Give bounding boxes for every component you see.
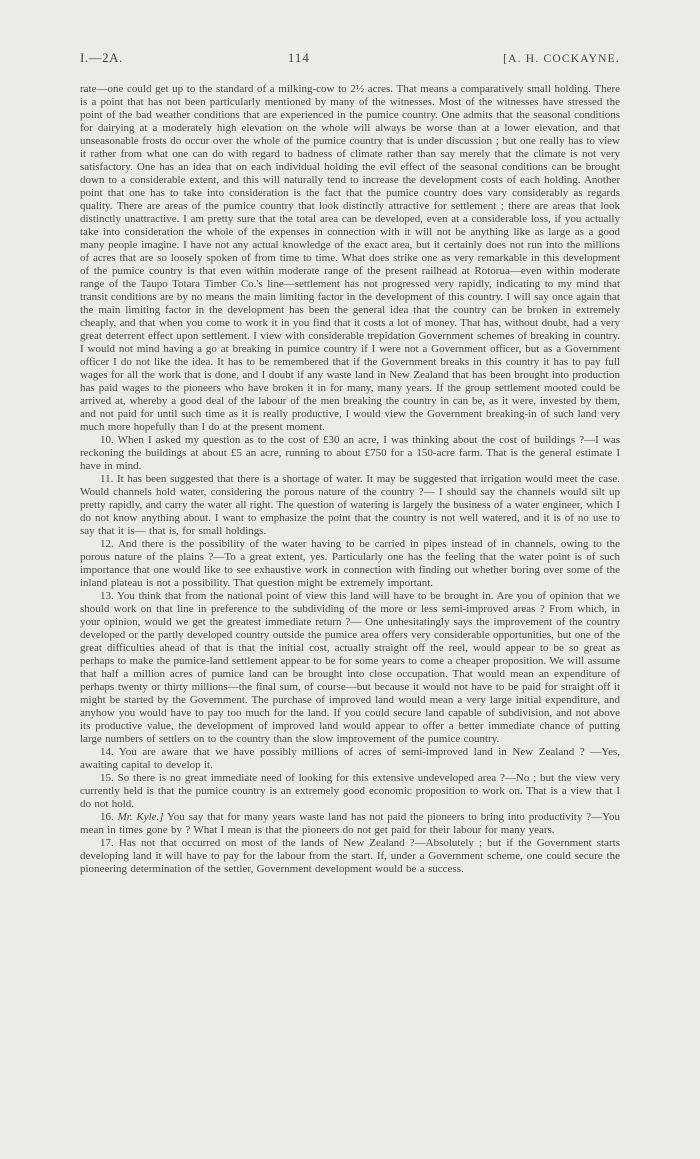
paragraph-text: 13. You think that from the national point of view this land will have to be brought in. Are you of opinion that we should work on that line in preference to the subdividing of the more or less semi-improved areas ? From which, in your opinion, would we get the greatest immediate return ?— One unhesitatingly says the improvement of the country developed or the partly developed country outside the pumice area offers very considerable opportunities, but one of the great difficulties ahead of that is that the initial cost, actually straight off the reel, would appear to be so great as perhaps to make the pumice-land settlement appear to be for some years to come a cheaper proposition. We will assume that half a million acres of pumice land can be brought into close occupation. That would mean an expenditure of perhaps twenty or thirty millions—the final sum, of course—but because it would not have to be paid for straight off it might be started by the Government. The purchase of improved land would mean a very large initial expenditure, and anyhow you would have to pay too much for the land. If you could secure land capable of subdivision, and not above its productive value, the development of improved land would appear to offer a better immediate chance of putting large numbers of settlers on to the country than the slow improvement of the pumice country. <box>80 590 620 745</box>
questioner-name-italic: Mr. Kyle.] <box>117 811 164 823</box>
page-header <box>80 50 620 66</box>
paragraph <box>80 473 620 538</box>
paragraph-text: 14. You are aware that we have possibly millions of acres of semi-improved land in New Zealand ? —Yes, awaiting capital to develop it. <box>80 746 620 771</box>
paragraph-text: 10. When I asked my question as to the cost of £30 an acre, I was thinking about the cost of buildings ?—I was reckoning the buildings at about £5 an acre, running to about £750 for a 150-acre farm. That is the general estimate I have in mind. <box>80 434 620 472</box>
header-document-reference: I.—2A. <box>80 50 123 65</box>
paragraph-text: 11. It has been suggested that there is a shortage of water. It may be suggested that irrigation would meet the case. Would channels hold water, considering the porous nature of the country ?— I should say the channels would silt up pretty rapidly, and carry the water all right. The question of watering is largely the business of a water engineer, which I do not know anything about. I want to emphasize the point that the country is not well watered, and it is of no use to say that it is— that is, for small holdings. <box>80 473 620 537</box>
paragraph-text: 16. <box>100 811 118 823</box>
document-body-text <box>80 83 620 876</box>
paragraph <box>80 837 620 876</box>
paragraph-text: You say that for many years waste land has not paid the pioneers to bring into productivity ?—You mean in times gone by ? What I mean is that the pioneers do not get paid for their labour for many years. <box>80 811 621 836</box>
paragraph-text: 15. So there is no great immediate need of looking for this extensive undeveloped area ?—No ; but the view very currently held is that the pumice country is an extremely good economic proposition to work on. That is a view that I do not hold. <box>80 772 620 810</box>
paragraph <box>80 590 620 746</box>
paragraph <box>80 538 620 590</box>
header-page-number: 114 <box>287 50 310 65</box>
paragraph <box>80 83 620 434</box>
paragraph <box>80 811 620 837</box>
paragraph-text: 12. And there is the possibility of the water having to be carried in pipes instead of in channels, owing to the porous nature of the plains ?—To a great extent, yes. Particularly one has the feeling that the water point is of such importance that one would like to see exhaustive work in connection with finding out whether boring over some of the inland plateau is not a possibility. That question might be extremely important. <box>80 538 620 589</box>
header-witness-name: [A. H. COCKAYNE. <box>503 53 620 65</box>
paragraph <box>80 772 620 811</box>
paragraph <box>80 434 620 473</box>
paragraph <box>80 746 620 772</box>
paragraph-text: 17. Has not that occurred on most of the lands of New Zealand ?—Absolutely ; but if the Government starts developing land it will have to pay for the labour from the start. If, under a Government scheme, one could secure the pioneering determination of the settler, Government development would be a success. <box>80 837 620 875</box>
paragraph-text: rate—one could get up to the standard of a milking-cow to 2½ acres. That means a comparatively small holding. There is a point that has not been particularly mentioned by many of the witnesses. Most of the witnesses have stressed the point of the bad weather conditions that are experienced in the pumice country. One admits that the seasonal conditions for dairying at a moderately high elevation on the whole will always be worse than at a lower elevation, and that unseasonable frosts do occur over the whole of the pumice country that is under discussion ; but one really has to view it rather from what one can do with regard to badness of climate rather than say merely that the climate is not very satisfactory. One has an idea that on each individual holding the evil effect of the seasonal conditions can be brought down to a considerable extent, and this will naturally tend to increase the development costs of each holding. Another point that one has to take into consideration is the fact that the pumice country does vary considerably as regards quality. There are areas of the pumice country that look distinctly attractive for settlement ; there are areas that look distinctly unattractive. I am pretty sure that the total area can be developed, even at a considerable loss, if you actually take into consideration the whole of the expenses in connection with it will not be anything like as large as a good many people imagine. I have not any actual knowledge of the exact area, but it certainly does not run into the millions of acres that are so loosely spoken of from time to time. What does strike one as very remarkable in this development of the pumice country is that even within moderate range of the present railhead at Rotorua—even within moderate range of the Taupo Totara Timber Co.'s line—settlement has not progressed very rapidly, indicating to my mind that transit conditions are by no means the main limiting factor in the development of this country. I will say once again that the main limiting factor in the development has been the general idea that the country can be broken in extremely cheaply, and that when you come to work it in you find that it costs a lot of money. That has, without doubt, had a very great deterrent effect upon settlement. I view with considerable trepidation Government schemes of breaking in country. I would not mind having a go at breaking in pumice country if I were not a Government officer, but as a Government officer I do not like the idea. It has to be remembered that if the Government breaks in this country it has to pay full wages for all the work that is done, and I doubt if any waste land in New Zealand that has been brought into production has paid wages to the pioneers who have broken it in for many, many years. If the group settlement mooted could be arrived at, whereby a good deal of the labour of the men breaking the country in can be, as it were, invested by them, and not paid for until such time as it is really productive, I would view the Government breaking-in of such land very much more hopefully than I do at the present moment. <box>80 83 620 433</box>
